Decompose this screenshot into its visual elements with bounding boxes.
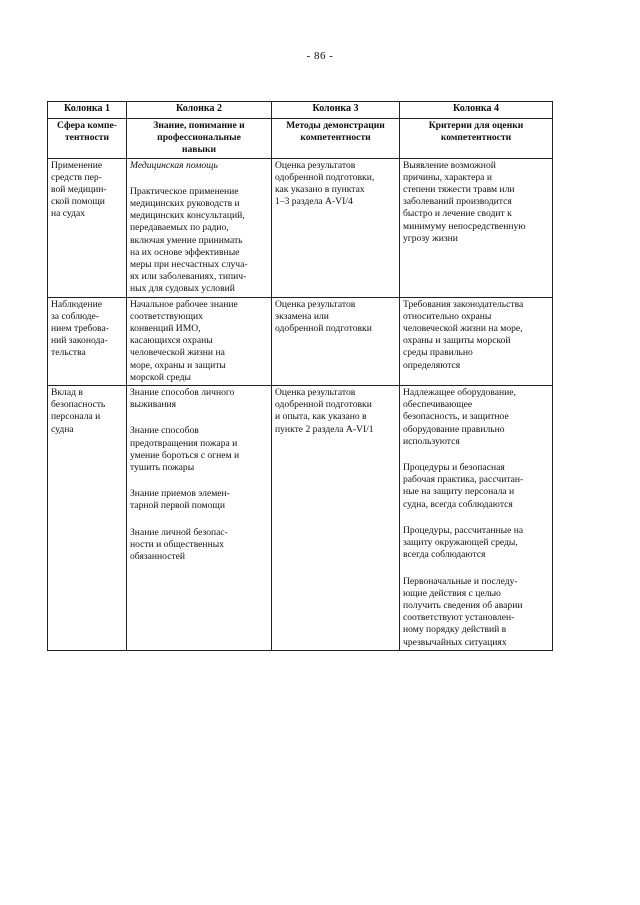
competence-table (47, 101, 553, 651)
page-number: - 86 - (306, 50, 334, 62)
criteria-cell (400, 158, 553, 297)
cell-paragraph: Наблюдение за соблюде- нием требова- ний законода- тельства (51, 298, 109, 359)
cell-paragraph: Практическое применение медицинских руководств и медицинских консультаций, передаваемых по радио, включая умение принимать на их основе эффективные меры при несчастных случа- ях или заболеваниях, типич- ных для судовых условий (130, 185, 248, 295)
methods-cell (272, 158, 400, 297)
column-number-1: Колонка 1 (48, 102, 127, 119)
cell-paragraph: Знание способов предотвращения пожара и умение бороться с огнем и тушить пожары (130, 425, 240, 474)
column-number-row (48, 102, 553, 119)
cell-paragraph: Применение средств пер- вой медицин- ской помощи на судах (51, 159, 107, 220)
methods-cell (272, 386, 400, 651)
table-body (48, 158, 553, 650)
cell-paragraph: Выявление возможной причины, характера и степени тяжести травм или заболеваний производится быстро и лечение сводит к минимуму непосредственную угрозу жизни (403, 159, 526, 244)
table-row (48, 297, 553, 385)
column-number-3: Колонка 3 (272, 102, 400, 119)
cell-paragraph: Знание личной безопас- ности и общественных обязанностей (130, 526, 228, 563)
cell-paragraph: Первоначальные и последу- ющие действия с целью получить сведения об аварии соответствуют установлен- ному порядку действий в чрезвычайных ситуациях (403, 575, 523, 648)
criteria-cell (400, 297, 553, 385)
column-header-knowledge: Знание, понимание и профессиональные навыки (127, 119, 272, 159)
criteria-cell (400, 386, 553, 651)
knowledge-cell (127, 386, 272, 651)
cell-paragraph: Оценка результатов экзамена или одобренной подготовки (275, 298, 372, 335)
methods-cell (272, 297, 400, 385)
column-number-2: Колонка 2 (127, 102, 272, 119)
cell-paragraph: Знание приемов элемен- тарной первой помощи (130, 488, 230, 512)
column-header-criteria: Критерии для оценки компетентности (400, 119, 553, 159)
knowledge-cell (127, 297, 272, 385)
cell-paragraph: Оценка результатов одобренной подготовки и опыта, как указано в пункте 2 раздела A-VI/1 (275, 387, 374, 435)
column-header-methods: Методы демонстрации компетентности (272, 119, 400, 159)
cell-paragraph: Знание способов личного выживания (130, 387, 235, 411)
cell-paragraph: Процедуры, рассчитанные на защиту окружающей среды, всегда соблюдаются (403, 524, 524, 561)
cell-paragraph: Требования законодательства относительно охраны человеческой жизни на море, охраны и защиты морской среды правильно определяются (403, 298, 524, 371)
table-row (48, 386, 553, 651)
column-number-4: Колонка 4 (400, 102, 553, 119)
cell-paragraph: Начальное рабочее знание соответствующих конвенций ИМО, касающихся охраны человеческой жизни на море, охраны и защиты морской среды (130, 298, 238, 383)
table-row (48, 158, 553, 297)
cell-paragraph: Оценка результатов одобренной подготовки, как указано в пунктах 1–3 раздела A-VI/4 (275, 159, 375, 208)
knowledge-cell (127, 158, 272, 297)
cell-paragraph: Вклад в безопасность персонала и судна (51, 387, 106, 435)
column-header-row (48, 119, 553, 159)
competence-cell (48, 158, 127, 297)
column-header-competence: Сфера компе- тентности (48, 119, 127, 159)
competence-cell (48, 386, 127, 651)
cell-paragraph: Процедуры и безопасная рабочая практика, рассчитан- ные на защиту персонала и судна, всегда соблюдаются (403, 462, 524, 510)
cell-paragraph: Надлежащее оборудование, обеспечивающее безопасность, и защитное оборудование правильно используются (403, 387, 516, 447)
subsection-title: Медицинская помощь (130, 159, 218, 171)
competence-cell (48, 297, 127, 385)
